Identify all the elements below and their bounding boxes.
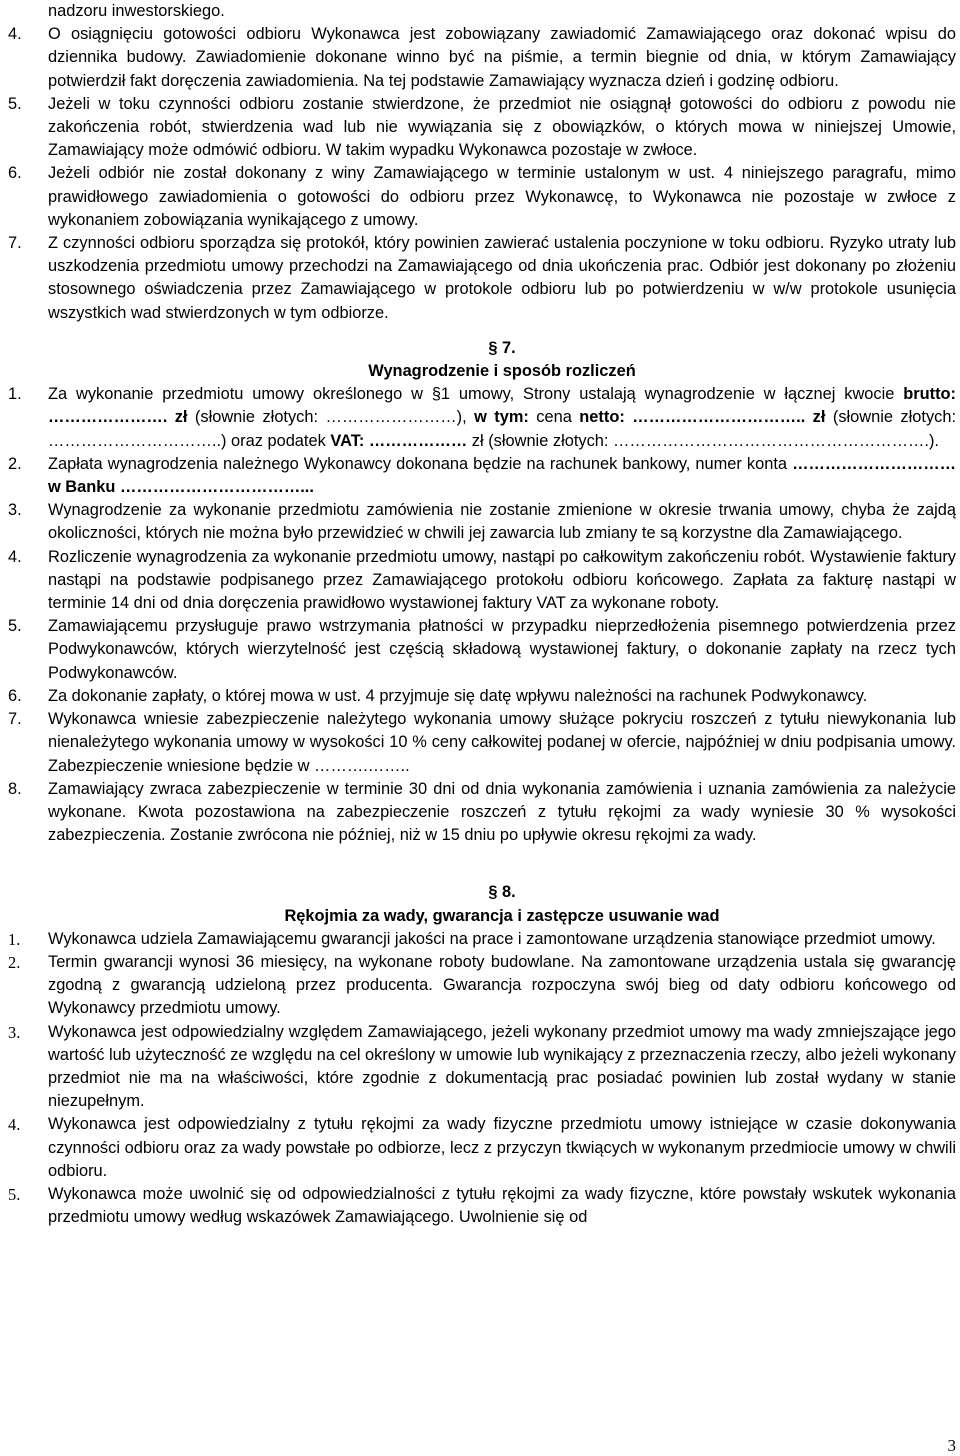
section-8-title: Rękojmia za wady, gwarancja i zastępcze usuwanie wad bbox=[284, 906, 720, 925]
paragraph-text: Za dokonanie zapłaty, o której mowa w ust. 4 przyjmuje się datę wpływu należności na rachunek Podwykonawcy. bbox=[48, 686, 868, 705]
paragraph-text: Rozliczenie wynagrodzenia za wykonanie przedmiotu umowy, nastąpi po całkowitym zakończeniu robót. Wystawienie faktury nastąpi na podstawie podpisanego przez Zamawiającego protokołu odbioru końcowego. Zapłata za fakturę nastąpi w terminie 14 dni od dnia doręczenia prawidłowo wystawionej faktury VAT za wykonane roboty. bbox=[48, 547, 956, 613]
net-amount: netto: ………………………….. zł bbox=[579, 408, 826, 427]
section-8-number: § 8. bbox=[488, 883, 516, 902]
paragraph-number: 3. bbox=[8, 1022, 21, 1042]
paragraph-text: O osiągnięciu gotowości odbioru Wykonawca jest zobowiązany zawiadomić Zamawiającego oraz dokonać wpisu do dziennika budowy. Zawiadomienie dokonane winno być na piśmie, a termin biegnie od dnia, w którym Zamawiający potwierdził fakt doręczenia zawiadomienia. Na tej podstawie Zamawiający wyznacza dzień i godzinę odbioru. bbox=[48, 25, 956, 90]
lead-line: nadzoru inwestorskiego. bbox=[48, 2, 225, 20]
s7-paragraph-1 bbox=[8, 383, 956, 453]
paragraph-number: 7. bbox=[8, 710, 22, 729]
paragraph-number: 2. bbox=[8, 454, 22, 473]
paragraph-text: Wykonawca może uwolnić się od odpowiedzialności z tytułu rękojmi za wady fizyczne, które powstały wskutek wykonania przedmiotu umowy według wskazówek Zamawiającego. Uwolnienie się od bbox=[48, 1184, 956, 1227]
paragraph-text: Jeżeli odbiór nie został dokonany z winy Zamawiającego w terminie ustalonym w ust. 4 niniejszego paragrafu, mimo prawidłowego zawiadomienia o gotowości do odbioru przez Wykonawcę, to Wykonawca nie pozostaje w zwłoce z wykonaniem zobowiązania wynikającego z umowy. bbox=[48, 164, 956, 229]
paragraph-text: Jeżeli w toku czynności odbioru zostanie stwierdzone, że przedmiot nie osiągnął gotowości do odbioru z powodu nie zakończenia robót, stwierdzenia wad lub nie wywiązania się z obowiązków, o których mowa w niniejszej Umowie, Zamawiający może odmówić odbioru. W takim wypadku Wykonawca pozostaje w zwłoce. bbox=[48, 94, 956, 160]
paragraph-number: 5. bbox=[8, 94, 22, 113]
paragraph-text: Wykonawca wniesie zabezpieczenie należytego wykonania umowy służące pokryciu roszczeń z tytułu niewykonania lub nienależytego wykonania umowy w wysokości 10 % ceny całkowitej podanej w ofercie, najpóźniej w dniu podpisania umowy. Zabezpieczenie wniesione będzie w ……….…….. bbox=[48, 710, 956, 775]
text-part: Za wykonanie przedmiotu umowy określonego w §1 umowy, Strony ustalają wynagrodzenie w łącznej kwocie bbox=[48, 385, 904, 404]
bank-account: ………………………… w Banku ……………………………... bbox=[48, 454, 956, 497]
paragraph-number: 4. bbox=[8, 1115, 21, 1135]
paragraph-text: Wykonawca jest odpowiedzialny z tytułu rękojmi za wady fizyczne przedmiotu umowy istniejące w czasie dokonywania czynności odbioru oraz za wady powstałe po odbiorze, lecz z przyczyn tkwiących w wykonanym przedmiocie umowy w chwili odbioru. bbox=[48, 1115, 956, 1180]
paragraph-number: 6. bbox=[8, 686, 22, 705]
gross-amount: brutto: …………………. zł bbox=[48, 385, 956, 427]
text-part: cena bbox=[528, 408, 580, 427]
paragraph-text: Zamawiającemu przysługuje prawo wstrzymania płatności w przypadku nieprzedłożenia pisemnego potwierdzenia przez Podwykonawców, których wierzytelność jest częścią składową wystawionej faktury, o dokonanie zapłaty na rzecz tych Podwykonawców. bbox=[48, 617, 956, 682]
s7-paragraph-8 bbox=[8, 778, 956, 848]
section-7-number: § 7. bbox=[488, 338, 516, 357]
s6-paragraph-5 bbox=[8, 93, 956, 163]
s8-paragraph-1 bbox=[8, 928, 956, 951]
including-label: w tym: bbox=[474, 408, 529, 427]
paragraph-number: 1. bbox=[8, 929, 21, 949]
text-part: (słownie złotych: …………………………..) oraz podatek bbox=[48, 408, 956, 450]
paragraph-number: 5. bbox=[8, 617, 22, 636]
s8-paragraph-4 bbox=[8, 1113, 956, 1183]
text-part: (słownie złotych: ……………………), bbox=[187, 408, 475, 427]
paragraph-number: 5. bbox=[8, 1184, 21, 1204]
paragraph-number: 4. bbox=[8, 25, 22, 44]
s6-paragraph-6 bbox=[8, 162, 956, 232]
paragraph-text bbox=[48, 385, 956, 449]
paragraph-number: 1. bbox=[8, 385, 22, 404]
paragraph-number: 8. bbox=[8, 779, 22, 798]
s7-paragraph-4 bbox=[8, 546, 956, 616]
s8-paragraph-5 bbox=[8, 1183, 956, 1229]
s8-paragraph-2 bbox=[8, 951, 956, 1021]
s7-paragraph-3 bbox=[8, 499, 956, 545]
page-number: 3 bbox=[947, 1436, 956, 1455]
s7-paragraph-2 bbox=[8, 453, 956, 499]
paragraph-text: Termin gwarancji wynosi 36 miesięcy, na wykonane roboty budowlane. Na zamontowane urządzenia ustala się gwarancję zgodną z gwarancją udzieloną przez producenta. Gwarancja rozpoczyna swój bieg od daty odbioru końcowego od Wykonawcy przedmiotu umowy. bbox=[48, 952, 956, 1018]
s6-paragraph-7 bbox=[8, 232, 956, 325]
paragraph-text: Zamawiający zwraca zabezpieczenie w terminie 30 dni od dnia wykonania zamówienia i uznania zamówienia za należycie wykonane. Kwota pozostawiona na zabezpieczenie roszczeń z tytułu rękojmi za wady wyniesie 30 % wysokości zabezpieczenia. Zostanie zwrócona nie później, niż w 15 dniu po upływie okresu rękojmi za wady. bbox=[48, 779, 956, 845]
paragraph-number: 6. bbox=[8, 164, 22, 183]
s7-paragraph-7 bbox=[8, 708, 956, 778]
text-part: zł (słownie złotych: ………………………………………………….). bbox=[467, 431, 939, 450]
paragraph-number: 4. bbox=[8, 547, 22, 566]
document-body bbox=[8, 0, 956, 1229]
vat-amount: VAT: ……………… bbox=[330, 431, 468, 450]
paragraph-number: 3. bbox=[8, 501, 22, 520]
paragraph-number: 7. bbox=[8, 234, 22, 253]
paragraph-text: Wykonawca udziela Zamawiającemu gwarancji jakości na prace i zamontowane urządzenia stanowiące przedmiot umowy. bbox=[48, 929, 936, 948]
paragraph-text: Z czynności odbioru sporządza się protokół, który powinien zawierać ustalenia poczynione w toku odbioru. Ryzyko utraty lub uszkodzenia przedmiotu umowy przechodzi na Zamawiającego od dnia ukończenia prac. Odbiór jest dokonany po złożeniu stosownego oświadczenia przez Zamawiającego w protokole odbioru lub po potwierdzeniu w w/w protokole usunięcia wszystkich wad stwierdzonych w tym odbiorze. bbox=[48, 234, 956, 322]
paragraph-text: Wynagrodzenie za wykonanie przedmiotu zamówienia nie zostanie zmienione w okresie trwania umowy, chyba że zajdą okoliczności, których nie można było przewidzieć w chwili jej zawarcia lub zmiany te są korzystne dla Zamawiającego. bbox=[48, 501, 956, 543]
paragraph-number: 2. bbox=[8, 952, 21, 972]
section-7-title: Wynagrodzenie i sposób rozliczeń bbox=[368, 362, 636, 381]
paragraph-text bbox=[48, 455, 956, 496]
paragraph-text: Wykonawca jest odpowiedzialny względem Zamawiającego, jeżeli wykonany przedmiot umowy ma wady zmniejszające jego wartość lub użyteczność ze względu na cel określony w umowie lub wynikający z przeznaczenia rzeczy, albo jeżeli wykonany przedmiot nie ma na właściwości, które zgodnie z dokumentacją prac posiadać powinien lub został wydany w stanie niezupełnym. bbox=[48, 1022, 956, 1111]
s8-paragraph-3 bbox=[8, 1021, 956, 1114]
text-part: Zapłata wynagrodzenia należnego Wykonawcy dokonana będzie na rachunek bankowy, numer konta bbox=[48, 454, 793, 473]
s7-paragraph-5 bbox=[8, 615, 956, 685]
s7-paragraph-6 bbox=[8, 685, 956, 708]
s6-paragraph-4 bbox=[8, 23, 956, 93]
